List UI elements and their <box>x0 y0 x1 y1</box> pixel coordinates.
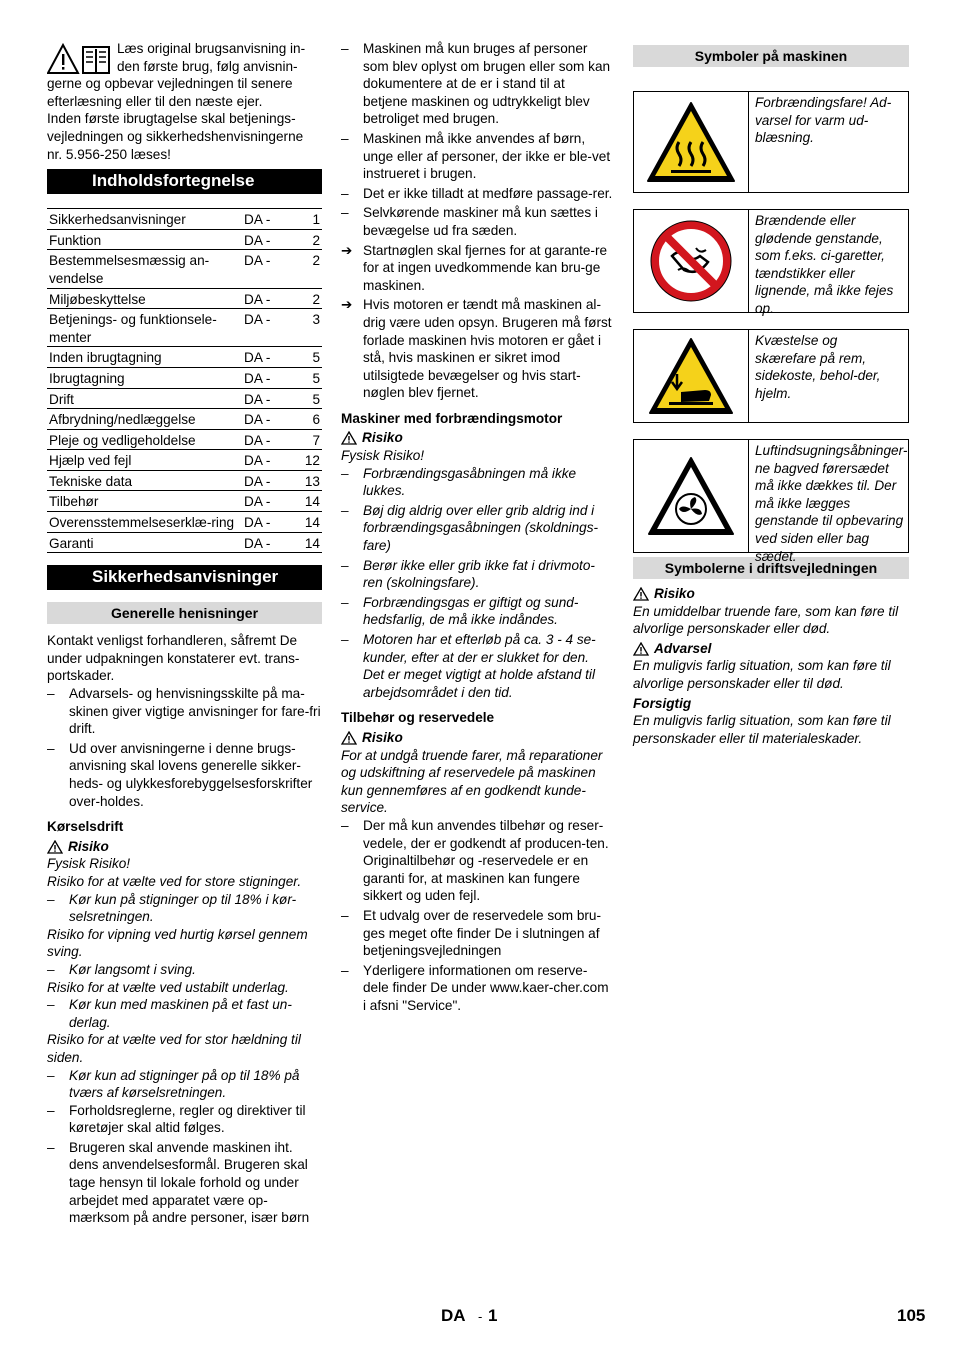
list-item: – Selvkørende maskiner må kun sættes i bevægelse ud fra sæden. <box>341 205 598 238</box>
toc-page: 2 <box>292 250 322 288</box>
physical-risk: Fysisk Risiko! <box>47 856 131 872</box>
general-heading: Generelle henisninger <box>47 602 322 624</box>
toc-row <box>47 288 322 309</box>
list-item: – Der må kun anvendes tilbehør og reser-vedele, der er godkendt af producen-ten. Originaltilbehør og -reservedele er en garanti for, at maskinen kan fungere sikkert og uden fejl. <box>341 817 609 904</box>
toc-row <box>47 491 322 512</box>
toc-page: 14 <box>292 512 322 533</box>
warning-triangle-icon <box>341 731 357 745</box>
toc-page: 5 <box>292 367 322 388</box>
toc-row <box>47 429 322 450</box>
risk-text: Risiko for at vælte ved for stor hældning til siden. <box>47 1032 301 1065</box>
column-left <box>47 40 322 1227</box>
footer-section-page: 1 <box>488 1306 498 1325</box>
toc-page: 2 <box>292 288 322 309</box>
arrow-item: ➔ Hvis motoren er tændt må maskinen al-drig være uden opsyn. Brugeren må først forlade maskinen hvis motoren er gået i stå, hvis maskinen er sikret imod utilsigtede bevægelser og hvis start-nøglen blev fjernet. <box>341 297 612 401</box>
risk-label: Risiko <box>341 729 613 747</box>
intro-block <box>47 40 322 163</box>
toc-row <box>47 388 322 409</box>
toc-label: Miljøbeskyttelse <box>47 288 242 309</box>
warning-manual-icon <box>47 43 111 75</box>
symbol-text: Forbrændingsfare! Ad-varsel for varm ud-blæsning. <box>755 95 892 146</box>
symbol-box <box>633 439 909 553</box>
toc-code: DA - <box>242 512 292 533</box>
warning-definition: En muligvis farlig situation, som kan føre til alvorlige personskader eller til død. <box>633 658 891 691</box>
toc-code: DA - <box>242 388 292 409</box>
toc-label: Sikkerhedsanvisninger <box>47 209 242 230</box>
toc-label: Funktion <box>47 229 242 250</box>
toc-page: 14 <box>292 491 322 512</box>
arrow-icon: ➔ <box>341 242 353 258</box>
toc-label: Pleje og vedligeholdelse <box>47 429 242 450</box>
toc-page: 12 <box>292 450 322 471</box>
engine-heading: Maskiner med forbrændingsmotor <box>341 410 563 426</box>
toc-page: 5 <box>292 347 322 368</box>
toc-label: Tekniske data <box>47 470 242 491</box>
toc-code: DA - <box>242 450 292 471</box>
symbol-box <box>633 91 909 193</box>
toc-row <box>47 470 322 491</box>
list-item: – Maskinen må kun bruges af personer som blev oplyst om brugen eller som kan dokumentere at de er i stand til at betjene maskinen og udtrykkeligt blev betroliget med brugen. <box>341 41 611 127</box>
toc-code: DA - <box>242 309 292 347</box>
toc-page: 7 <box>292 429 322 450</box>
toc-row <box>47 450 322 471</box>
footer-sep: - <box>478 1309 483 1324</box>
list-item: – Yderligere informationen om reserve-dele finder De under www.kaer-cher.com i afsni "Service". <box>341 962 609 1013</box>
toc-code: DA - <box>242 491 292 512</box>
arrow-icon: ➔ <box>341 297 353 313</box>
list-item: – Advarsels- og henvisningsskilte på ma-skinen giver vigtige anvisninger for fare-fri drift. <box>47 686 321 737</box>
toc-page: 1 <box>292 209 322 230</box>
toc-row <box>47 250 322 288</box>
safety-heading: Sikkerhedsanvisninger <box>47 565 322 590</box>
symbol-text: Luftindsugningsåbninger-ne bagved førersædet må ikke dækkes til. Der må ikke lægges genstande til opbevaring ved siden eller bag <box>755 443 908 546</box>
warning-label: Advarsel <box>633 640 909 658</box>
toc-code: DA - <box>242 250 292 288</box>
symbol-text: Kvæstelse og skærefare på rem, sidekoste, behol-der, hjelm. <box>755 333 881 401</box>
list-item: – Forbrændingsgasåbningen må ikke lukkes. <box>341 465 577 499</box>
toc-row <box>47 229 322 250</box>
arrow-item: ➔ Startnøglen skal fjernes for at garante-re for at ingen uvedkommende kan bru-ge maskinen. <box>341 242 608 293</box>
toc-label: Afbrydning/nedlæggelse <box>47 409 242 430</box>
toc-label: Garanti <box>47 532 242 553</box>
list-item: – Forbrændingsgas er giftigt og sund-hedsfarlig, de må ikke indåndes. <box>341 594 579 628</box>
toc-label: Betjenings- og funktionsele-menter <box>47 309 242 347</box>
toc-code: DA - <box>242 470 292 491</box>
symbol-box <box>633 329 909 423</box>
symbol-box <box>633 209 909 316</box>
toc-heading: Indholdsfortegnelse <box>47 169 322 194</box>
list-item: – Motoren har et efterløb på ca. 3 - 4 se-kunder, efter at der er slukket for den. Det er meget vigtigt at holde afstand til arbejdsområdet i den tid. <box>341 632 596 700</box>
toc-row <box>47 209 322 230</box>
toc-label: Ibrugtagning <box>47 367 242 388</box>
warning-triangle-icon <box>47 840 63 854</box>
toc-row <box>47 512 322 533</box>
intro-text-2: Inden første ibrugtagelse skal betjenings-vejledningen og sikkerhedshenvisningerne nr. 5.956-250 læses! <box>47 111 304 162</box>
physical-risk: Fysisk Risiko! <box>341 448 425 464</box>
list-item: – Det er ikke tilladt at medføre passage-rer. <box>341 185 613 201</box>
toc-code: DA - <box>242 229 292 250</box>
warning-triangle-icon <box>633 642 649 656</box>
toc-label: Drift <box>47 388 242 409</box>
warning-triangle-icon <box>633 587 649 601</box>
risk-text: Risiko for vipning ved hurtig kørsel gennem sving. <box>47 926 308 960</box>
list-item: – Berør ikke eller grib ikke fat i drivmoto-ren (skolningsfare). <box>341 557 595 591</box>
toc-page: 3 <box>292 309 322 347</box>
risk-label: Risiko <box>633 585 909 603</box>
parts-intro: For at undgå truende farer, må reparationer og udskiftning af reservedele på maskinen kun gennemføres af en godkendt kunde-service. <box>341 747 603 816</box>
toc-row <box>47 367 322 388</box>
manual-symbols-heading: Symbolerne i driftsvejledningen <box>633 557 909 579</box>
fan-warning-icon <box>646 455 736 537</box>
page-number: 105 <box>897 1306 926 1325</box>
list-item: – Kør kun på stigninger op til 18% i kør-selsretningen. <box>47 891 297 925</box>
symbols-heading: Symboler på maskinen <box>633 45 909 67</box>
risk-label: Risiko <box>47 838 322 856</box>
toc-label: Bestemmelsesmæssig an-vendelse <box>47 250 242 288</box>
toc-label: Hjælp ved fejl <box>47 450 242 471</box>
caution-definition: En muligvis farlig situation, som kan føre til personskader eller til materialeskader. <box>633 713 891 746</box>
toc-label: Tilbehør <box>47 491 242 512</box>
risk-definition: En umiddelbar truende fare, som kan føre til alvorlige personskader eller død. <box>633 603 899 637</box>
toc-code: DA - <box>242 409 292 430</box>
footer-lang: DA <box>441 1306 466 1325</box>
general-text: Kontakt venligst forhandleren, såfremt De under udpakningen konstaterer evt. trans-portskader. <box>47 633 300 684</box>
list-item: – Brugeren skal anvende maskinen iht. dens anvendelsesformål. Brugeren skal tage hensyn til lokale forhold og under arbejdet med apparatet være op-mærksom på andre personer, især børn <box>47 1139 310 1226</box>
list-item: – Kør kun med maskinen på et fast un-derlag. <box>47 997 292 1030</box>
toc-row <box>47 409 322 430</box>
toc-label: Overensstemmelseserklæ-ring <box>47 512 242 533</box>
caution-label: Forsigtig <box>633 695 692 711</box>
list-item: – Et udvalg over de reservedele som bru-ges meget ofte finder De i slutningen af betjeningsvejledningen <box>341 907 602 959</box>
toc-page: 5 <box>292 388 322 409</box>
toc-page: 6 <box>292 409 322 430</box>
toc-row <box>47 532 322 553</box>
list-item: – Forholdsreglerne, regler og direktiver til køretøjer skal altid følges. <box>47 1102 306 1136</box>
toc-code: DA - <box>242 209 292 230</box>
list-item: – Bøj dig aldrig over eller grib aldrig ind i forbrændingsgasåbningen (skoldnings-fare) <box>341 502 599 554</box>
toc-code: DA - <box>242 367 292 388</box>
toc-row <box>47 309 322 347</box>
crush-hand-warning-icon <box>647 336 735 416</box>
list-item: – Maskinen må ikke anvendes af børn, unge eller af personer, der ikke er ble-vet instrueret i brugen. <box>341 130 611 182</box>
risk-text: Risiko for at vælte ved ustabilt underlag. <box>47 979 289 995</box>
list-item: – Ud over anvisningerne i denne brugs-anvisning skal lovens generelle sikker-heds- og ulykkesforebyggelsesforskrifter over-holdes. <box>47 740 313 809</box>
no-burning-objects-icon <box>650 220 732 302</box>
hot-surface-warning-icon <box>645 100 737 184</box>
driving-heading: Kørselsdrift <box>47 819 124 835</box>
toc-table <box>47 208 322 553</box>
risk-text: Risiko for at vælte ved for store stigninger. <box>47 873 302 889</box>
toc-label: Inden ibrugtagning <box>47 347 242 368</box>
column-right <box>633 40 909 747</box>
toc-row <box>47 347 322 368</box>
toc-code: DA - <box>242 288 292 309</box>
toc-code: DA - <box>242 532 292 553</box>
toc-code: DA - <box>242 347 292 368</box>
toc-page: 14 <box>292 532 322 553</box>
parts-heading: Tilbehør og reservedele <box>341 710 495 726</box>
symbol-text: Brændende eller glødende genstande, som f.eks. ci-garetter, tændstikker eller lignende, må ikke fejes op. <box>755 213 894 316</box>
column-middle <box>341 40 613 1014</box>
list-item: – Kør langsomt i sving. <box>47 961 196 977</box>
toc-page: 13 <box>292 470 322 491</box>
list-item: – Kør kun ad stigninger på op til 18% på tværs af kørselsretningen. <box>47 1067 300 1101</box>
toc-page: 2 <box>292 229 322 250</box>
warning-triangle-icon <box>341 431 357 445</box>
risk-label: Risiko <box>341 429 613 447</box>
intro-text: Læs original brugsanvisning in-den første brug, følg anvisnin-gerne og opbevar vejledningen til senere efterlæsning eller til den næste ejer. <box>47 41 306 109</box>
toc-code: DA - <box>242 429 292 450</box>
